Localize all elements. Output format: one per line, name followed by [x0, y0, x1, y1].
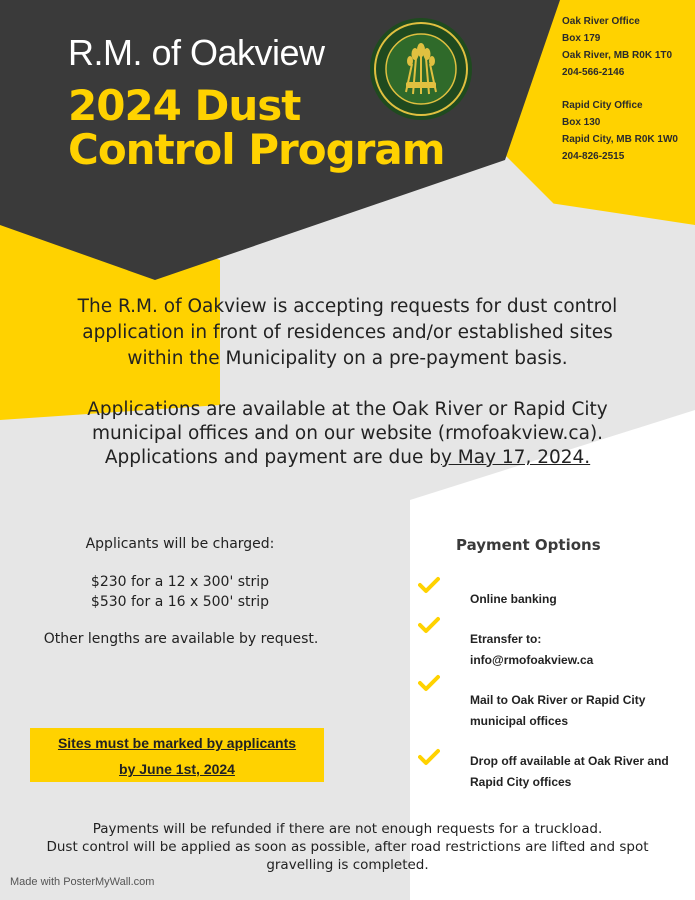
office-address: Oak River, MB R0K 1T0 — [562, 50, 673, 61]
other-lengths-note: Other lengths are available by request. — [43, 631, 319, 647]
payment-option — [470, 589, 557, 610]
municipal-seal-logo — [368, 16, 474, 122]
marking-deadline-box — [30, 728, 324, 782]
payment-option — [470, 629, 593, 671]
org-name: R.M. of Oakview — [68, 32, 325, 73]
payment-option — [470, 690, 645, 732]
payment-option-email: info@rmofoakview.ca — [470, 653, 594, 667]
charges-rates — [30, 572, 330, 612]
office-contacts — [562, 13, 678, 165]
postermywall-watermark: Made with PosterMyWall.com — [10, 876, 155, 888]
office-name: Oak River Office — [562, 16, 640, 27]
payment-option-line: Online banking — [470, 592, 557, 606]
rate-line: $530 for a 16 x 500' strip — [90, 594, 270, 610]
office-box: Box 179 — [562, 33, 601, 44]
office-phone: 204-826-2515 — [562, 151, 625, 162]
due-date: y May 17, 2024. — [440, 447, 591, 468]
payment-option-line: Drop off available at Oak River and — [470, 754, 669, 768]
applications-line: Applications are available at the Oak River or Rapid City — [87, 399, 608, 420]
footer-line: Payments will be refunded if there are not enough requests for a truckload. — [92, 821, 603, 837]
payment-option-line: municipal offices — [470, 714, 569, 728]
footer-line: Dust control will be applied as soon as possible, after road restrictions are lifted and spot — [46, 839, 649, 855]
checkmark-icon — [418, 674, 440, 692]
marking-deadline-date: by June 1st, 2024 — [119, 761, 235, 777]
office-phone: 204-566-2146 — [562, 67, 625, 78]
applications-line: municipal offices and on our website (rmofoakview.ca). — [91, 423, 604, 444]
payment-options-title: Payment Options — [456, 536, 601, 554]
program-title-line1: 2024 Dust — [68, 81, 301, 130]
program-title-line2: Control Program — [68, 125, 445, 174]
intro-line: within the Municipality on a pre-payment basis. — [127, 348, 568, 369]
footer-notes — [20, 820, 675, 874]
checkmark-icon — [418, 616, 440, 634]
rate-line: $230 for a 12 x 300' strip — [90, 574, 270, 590]
checkmark-icon — [418, 748, 440, 766]
office-name: Rapid City Office — [562, 100, 643, 111]
intro-paragraph — [40, 294, 655, 372]
office-address: Rapid City, MB R0K 1W0 — [562, 134, 678, 145]
applications-due-prefix: Applications and payment are due b — [104, 447, 441, 468]
applications-due-line — [40, 446, 655, 470]
payment-option-line: Rapid City offices — [470, 775, 572, 789]
applications-paragraph — [40, 398, 655, 470]
intro-line: The R.M. of Oakview is accepting requests for dust control — [77, 296, 618, 317]
marking-deadline-line: Sites must be marked by applicants — [57, 735, 297, 751]
payment-option-line: Etransfer to: — [470, 632, 542, 646]
payment-option-line: Mail to Oak River or Rapid City — [470, 693, 646, 707]
footer-line: gravelling is completed. — [266, 857, 429, 873]
office-box: Box 130 — [562, 117, 601, 128]
payment-option — [470, 751, 669, 793]
intro-line: application in front of residences and/or established sites — [82, 322, 613, 343]
charges-heading: Applicants will be charged: — [85, 536, 275, 552]
checkmark-icon — [418, 576, 440, 594]
